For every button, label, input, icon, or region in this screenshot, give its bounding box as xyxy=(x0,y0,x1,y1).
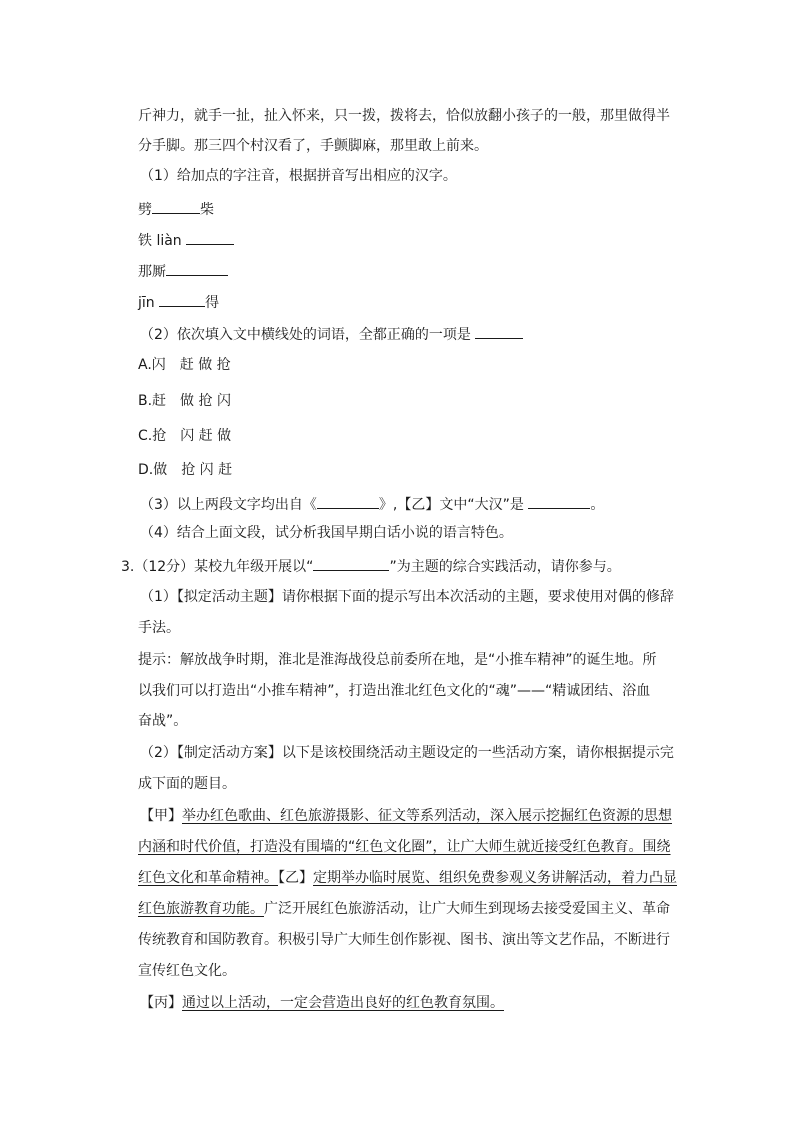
header-text: 3.（12分）某校九年级开展以“ xyxy=(121,559,314,575)
prompt-text: （3）以上两段文字均出自《 xyxy=(140,497,317,513)
underlined-text: 内涵和时代价值，打造没有围墙的“红色文化圈”，让广大师生就近接受红色教育。围绕 xyxy=(138,839,671,855)
answer-blank[interactable] xyxy=(475,323,523,339)
underlined-text: 红色文化和革命精神。 xyxy=(138,870,278,886)
answer-blank[interactable] xyxy=(166,260,228,276)
option-b: B.赶 做 抢 闪 xyxy=(138,393,231,409)
item-text: 劈 xyxy=(138,202,152,218)
pinyin-item-1 xyxy=(138,198,214,220)
underlined-text: 通过以上活动，一定会营造出良好的红色教育氛围。 xyxy=(182,995,504,1011)
jia-paragraph-line xyxy=(140,806,672,826)
jia-paragraph-line xyxy=(138,868,677,888)
pinyin-item-3 xyxy=(138,260,228,282)
prompt-text: （2）依次填入文中横线处的词语，全都正确的一项是 xyxy=(140,327,471,343)
underlined-text: 举办红色歌曲、红色旅游摄影、征文等系列活动，深入展示挖掘红色资源的思想 xyxy=(182,808,672,824)
answer-blank[interactable] xyxy=(317,493,379,509)
question-1-prompt: （1）给加点的字注音，根据拼音写出相应的汉字。 xyxy=(140,168,457,184)
sub-question-1: （1）【拟定活动主题】请你根据下面的提示写出本次活动的主题，要求使用对偶的修辞 xyxy=(140,589,674,605)
answer-blank[interactable] xyxy=(152,198,200,214)
hint-line: 奋战”。 xyxy=(138,713,188,729)
underlined-text: 定期举办临时展览、组织免费参观义务讲解活动，着力凸显 xyxy=(313,870,677,886)
prompt-text: 。 xyxy=(590,497,605,513)
jia-tag: 【甲】 xyxy=(140,808,182,824)
sub-question-2: （2）【制定活动方案】以下是该校围绕活动主题设定的一些活动方案，请你根据提示完 xyxy=(140,745,674,761)
underlined-text: 红色旅游教育功能。 xyxy=(138,901,264,917)
item-text: 得 xyxy=(205,295,220,311)
answer-blank[interactable] xyxy=(159,291,205,307)
answer-blank[interactable] xyxy=(186,229,234,245)
item-text: 铁 liàn xyxy=(138,233,182,249)
paragraph-text: 广泛开展红色旅游活动，让广大师生到现场去接受爱国主义、革命 xyxy=(264,901,670,917)
hint-line: 以我们可以打造出“小推车精神”，打造出淮北红色文化的“魂”——“精诚团结、浴血 xyxy=(138,683,651,699)
item-text: 柴 xyxy=(200,202,214,218)
answer-blank[interactable] xyxy=(313,555,389,571)
prompt-text: 》,【乙】文中“大汉”是 xyxy=(378,497,524,513)
bing-tag: 【丙】 xyxy=(140,995,182,1011)
paragraph-line: 宣传红色文化。 xyxy=(138,963,236,979)
item-text: jīn xyxy=(138,295,155,311)
bing-paragraph-line xyxy=(140,993,504,1013)
passage-line: 分手脚。那三四个村汉看了，手颤脚麻，那里敢上前来。 xyxy=(138,138,488,154)
question-2-prompt xyxy=(140,323,523,345)
option-c: C.抢 闪 赶 做 xyxy=(138,428,232,444)
yi-tag: 【乙】 xyxy=(278,870,313,886)
paragraph-line: 传统教育和国防教育。积极引导广大师生创作影视、图书、演出等文艺作品，不断进行 xyxy=(138,932,670,948)
item-text: 那厮 xyxy=(138,264,166,280)
sub-question-1-cont: 手法。 xyxy=(138,620,180,636)
option-d: D.做 抢 闪 赶 xyxy=(138,462,233,478)
pinyin-item-4 xyxy=(138,291,219,313)
pinyin-item-2 xyxy=(138,229,234,251)
question-3-prompt xyxy=(140,493,604,515)
yi-paragraph-line xyxy=(138,899,670,919)
jia-paragraph-line xyxy=(138,837,671,857)
question-4-prompt: （4）结合上面文段，试分析我国早期白话小说的语言特色。 xyxy=(140,525,513,541)
passage-line: 斤神力，就手一扯，扯入怀来，只一拨，拨将去，恰似放翻小孩子的一般，那里做得半 xyxy=(138,108,670,124)
header-text: ”为主题的综合实践活动，请你参与。 xyxy=(389,559,621,575)
answer-blank[interactable] xyxy=(528,493,590,509)
question-3-header xyxy=(121,555,621,577)
option-a: A.闪 赶 做 抢 xyxy=(138,357,231,373)
sub-question-2-cont: 成下面的题目。 xyxy=(138,776,236,792)
hint-line: 提示：解放战争时期，淮北是淮海战役总前委所在地，是“小推车精神”的诞生地。所 xyxy=(138,652,657,668)
